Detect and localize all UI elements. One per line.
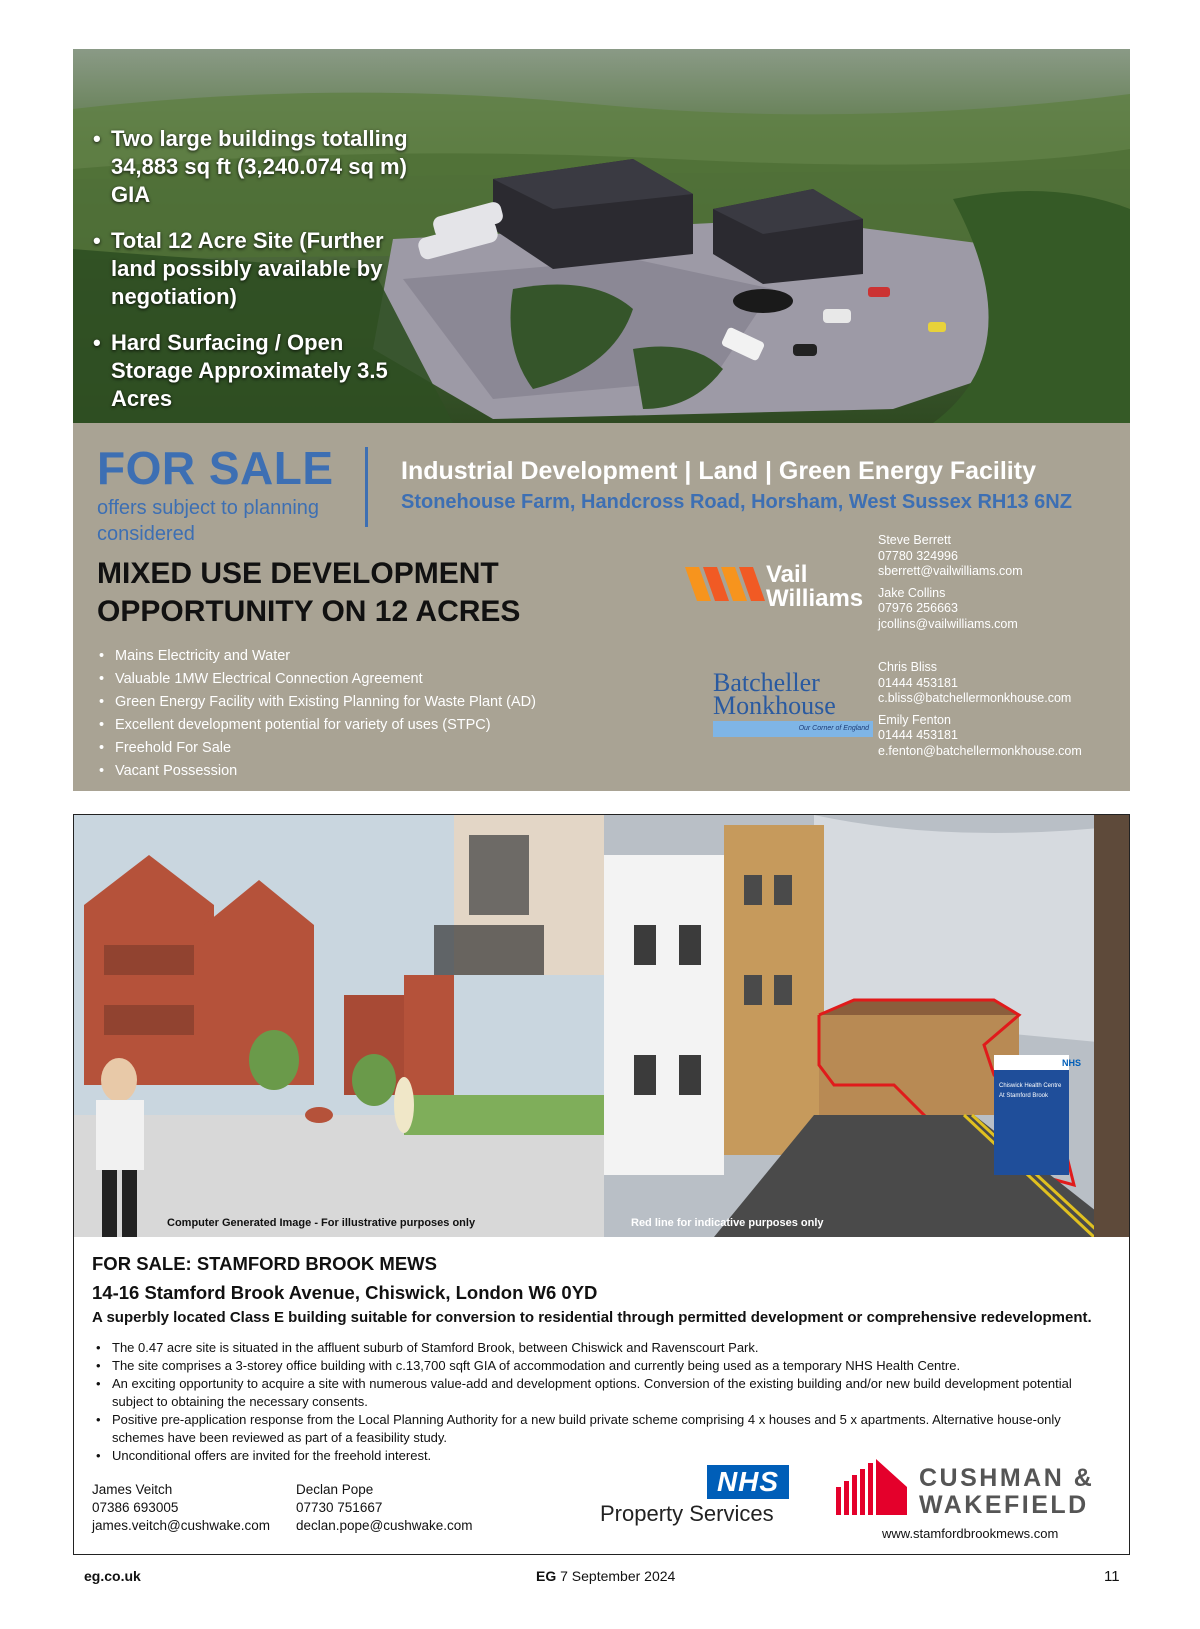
divider: [365, 447, 368, 527]
list-item: • Mains Electricity and Water: [97, 645, 617, 668]
stamford-brook-advert: [73, 814, 1130, 1555]
list-item: • The site comprises a 3-storey office building with c.13,700 sqft GIA of accommodation and currently being used as a temporary NHS Health Centre.: [92, 1357, 1102, 1375]
list-item: • Unconditional offers are invited for the freehold interest.: [92, 1447, 1102, 1465]
cushman-wakefield-wordmark: CUSHMAN & WAKEFIELD: [919, 1464, 1095, 1519]
feature-list: [97, 645, 617, 783]
list-item: • Excellent development potential for variety of uses (STPC): [97, 714, 617, 737]
offers-note: offers subject to planning considered: [97, 497, 320, 545]
property-images: [74, 815, 1129, 1237]
sign-line-2: At Stamford Brook: [999, 1093, 1049, 1099]
property-address: 14-16 Stamford Brook Avenue, Chiswick, London W6 0YD: [92, 1282, 598, 1303]
key-points: [93, 125, 423, 431]
contact-card: Emily Fenton 01444 453181 e.fenton@batchellermonkhouse.com: [878, 712, 1082, 758]
key-point: • Total 12 Acre Site (Further land possibly available by negotiation): [93, 227, 423, 311]
advert-title: MIXED USE DEVELOPMENT OPPORTUNITY ON 12 ACRES: [97, 557, 521, 628]
footer-issue: EG 7 September 2024: [536, 1568, 676, 1584]
agent-contact: James Veitch 07386 693005 james.veitch@cushwake.com: [92, 1482, 271, 1533]
vail-williams-wordmark: Vail Williams: [766, 561, 864, 612]
list-item: • Green Energy Facility with Existing Planning for Waste Plant (AD): [97, 691, 617, 714]
list-item: • An exciting opportunity to acquire a site with numerous value-add and development options. Conversion of the existing building and/or new build development potential subject to obtaining the necessary consents.: [92, 1375, 1102, 1411]
details-list: [92, 1339, 1102, 1465]
sign-nhs-badge: NHS: [1062, 1058, 1082, 1068]
nhs-logo: NHS: [707, 1465, 789, 1499]
advert-title: FOR SALE: STAMFORD BROOK MEWS: [92, 1253, 437, 1274]
list-item: • Positive pre-application response from the Local Planning Authority for a new build private scheme comprising 4 x houses and 5 x apartments. Alternative house-only schemes have been reviewed as part of a feasibility study.: [92, 1411, 1102, 1447]
list-item: • Valuable 1MW Electrical Connection Agreement: [97, 668, 617, 691]
key-point: • Hard Surfacing / Open Storage Approximately 3.5 Acres: [93, 329, 423, 413]
list-item: • Freehold For Sale: [97, 737, 617, 760]
list-item: • Vacant Possession: [97, 760, 617, 783]
horsham-advert: [73, 49, 1130, 791]
for-sale-heading: FOR SALE: [97, 442, 334, 494]
footer-site[interactable]: eg.co.uk: [84, 1568, 141, 1584]
advert-subtitle: A superbly located Class E building suitable for conversion to residential through permitted development or comprehensive redevelopment.: [92, 1309, 1092, 1326]
batcheller-monkhouse-logo: Batcheller Monkhouse Our Corner of England: [713, 671, 883, 737]
key-point: • Two large buildings totalling 34,883 sq ft (3,240.074 sq m) GIA: [93, 125, 423, 209]
nhs-property-services-text: Property Services: [600, 1501, 774, 1526]
contact-card: Steve Berrett 07780 324996 sberrett@vailwilliams.com: [878, 533, 1023, 578]
image-caption-left: Computer Generated Image - For illustrative purposes only: [167, 1217, 476, 1229]
contact-card: Jake Collins 07976 256663 jcollins@vailwilliams.com: [878, 585, 1018, 631]
contact-card: Chris Bliss 01444 453181 c.bliss@batchellermonkhouse.com: [878, 660, 1072, 705]
property-illustrations: [74, 815, 1129, 1237]
website-link[interactable]: www.stamfordbrookmews.com: [882, 1526, 1059, 1541]
list-item: • The 0.47 acre site is situated in the affluent suburb of Stamford Brook, between Chiswick and Ravenscourt Park.: [92, 1339, 1102, 1357]
property-address: Stonehouse Farm, Handcross Road, Horsham, West Sussex RH13 6NZ: [401, 491, 1072, 513]
agent-contact: Declan Pope 07730 751667 declan.pope@cushwake.com: [296, 1482, 473, 1533]
image-caption-right: Red line for indicative purposes only: [631, 1217, 824, 1229]
sign-line-1: Chiswick Health Centre: [999, 1083, 1062, 1089]
page-number: 11: [1104, 1568, 1120, 1585]
headline: Industrial Development | Land | Green Energy Facility: [401, 457, 1036, 485]
agent-contacts: [878, 533, 1082, 765]
cushman-wakefield-logo: [834, 1459, 909, 1517]
